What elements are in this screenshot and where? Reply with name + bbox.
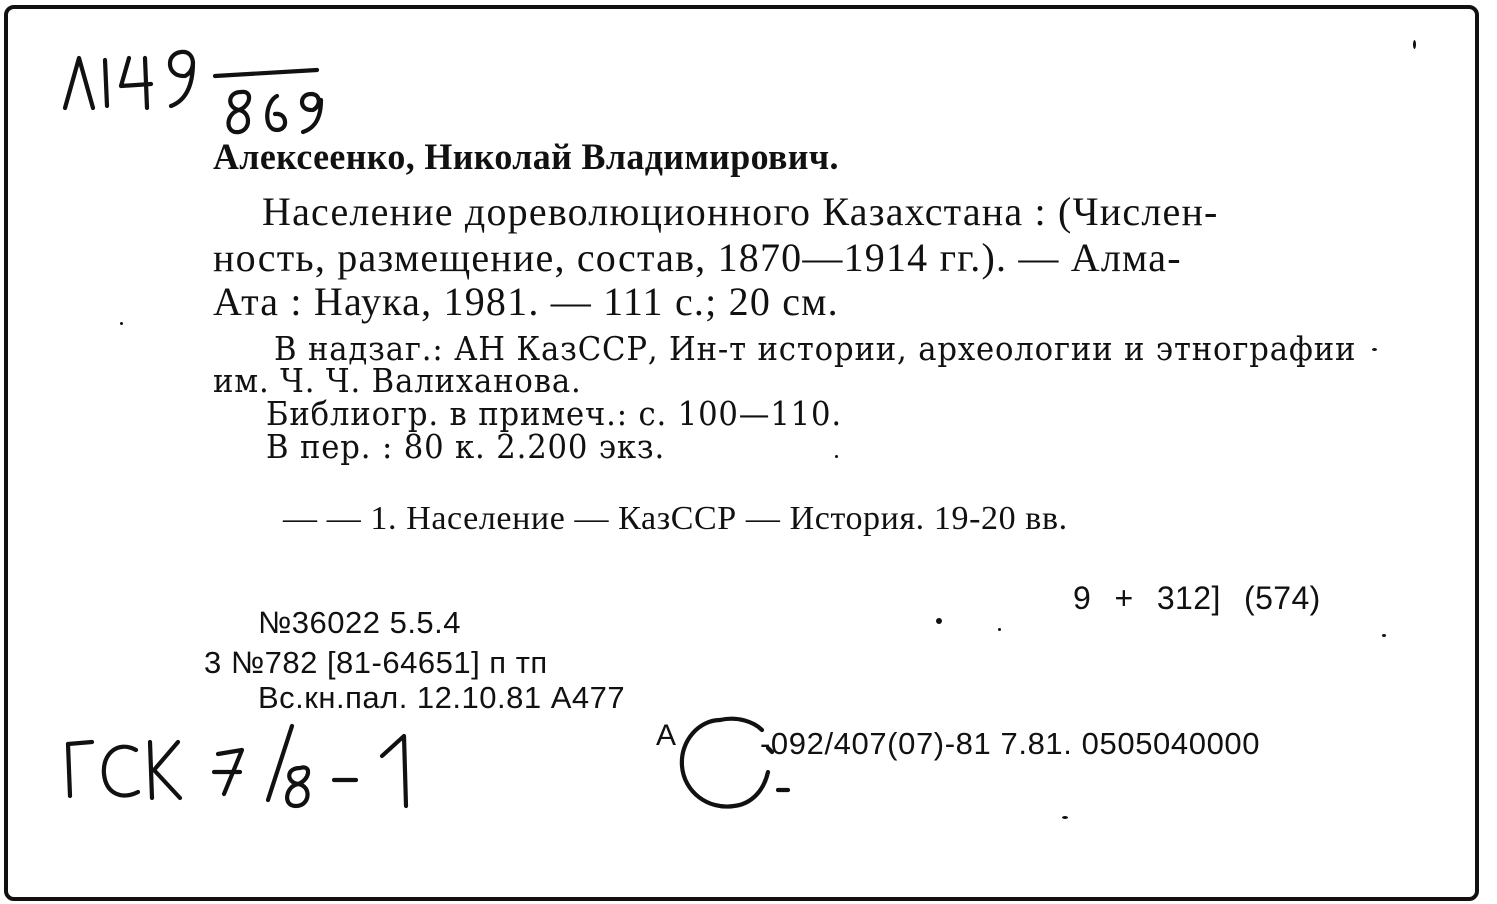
title-line-2: ность, размещение, состав, 1870—1914 гг.). — Алма- xyxy=(213,235,1182,280)
speck xyxy=(1062,816,1068,819)
publisher-code: -092/407(07)-81 7.81. 0505040000 xyxy=(760,726,1261,761)
note-line-1: В надзаг.: АН КазССР, Ин-т истории, археологии и этнографии xyxy=(274,329,1357,368)
speck xyxy=(998,628,1001,631)
speck xyxy=(1382,634,1386,637)
title-line-3: Ата : Наука, 1981. — 111 с.; 20 см. xyxy=(213,279,839,324)
author-heading: Алексеенко, Николай Владимирович. xyxy=(213,137,839,178)
title-line-1: Население дореволюционного Казахстана : (Числен- xyxy=(262,189,1219,234)
note-line-4: В пер. : 80 к. 2.200 экз. xyxy=(266,427,666,466)
speck xyxy=(835,455,838,458)
classification-index: 9 + 312] (574) xyxy=(1073,580,1321,616)
speck xyxy=(1372,348,1377,351)
handwritten-shelf-mark xyxy=(55,40,335,140)
speck xyxy=(1413,40,1416,49)
service-line-1: №36022 5.5.4 xyxy=(258,605,462,640)
service-line-2: 3 №782 [81-64651] п тп xyxy=(204,645,548,680)
note-line-2: им. Ч. Ч. Валиханова. xyxy=(213,361,582,400)
speck xyxy=(120,322,123,325)
handwritten-collection-mark xyxy=(60,720,440,820)
speck xyxy=(936,618,942,624)
service-line-3: Вс.кн.пал. 12.10.81 А477 xyxy=(258,680,626,715)
note-line-3: Библиогр. в примеч.: с. 100—110. xyxy=(266,394,843,433)
subject-heading: — — 1. Население — КазССР — История. 19-20 вв. xyxy=(283,500,1068,537)
code-prefix: А xyxy=(656,719,677,752)
